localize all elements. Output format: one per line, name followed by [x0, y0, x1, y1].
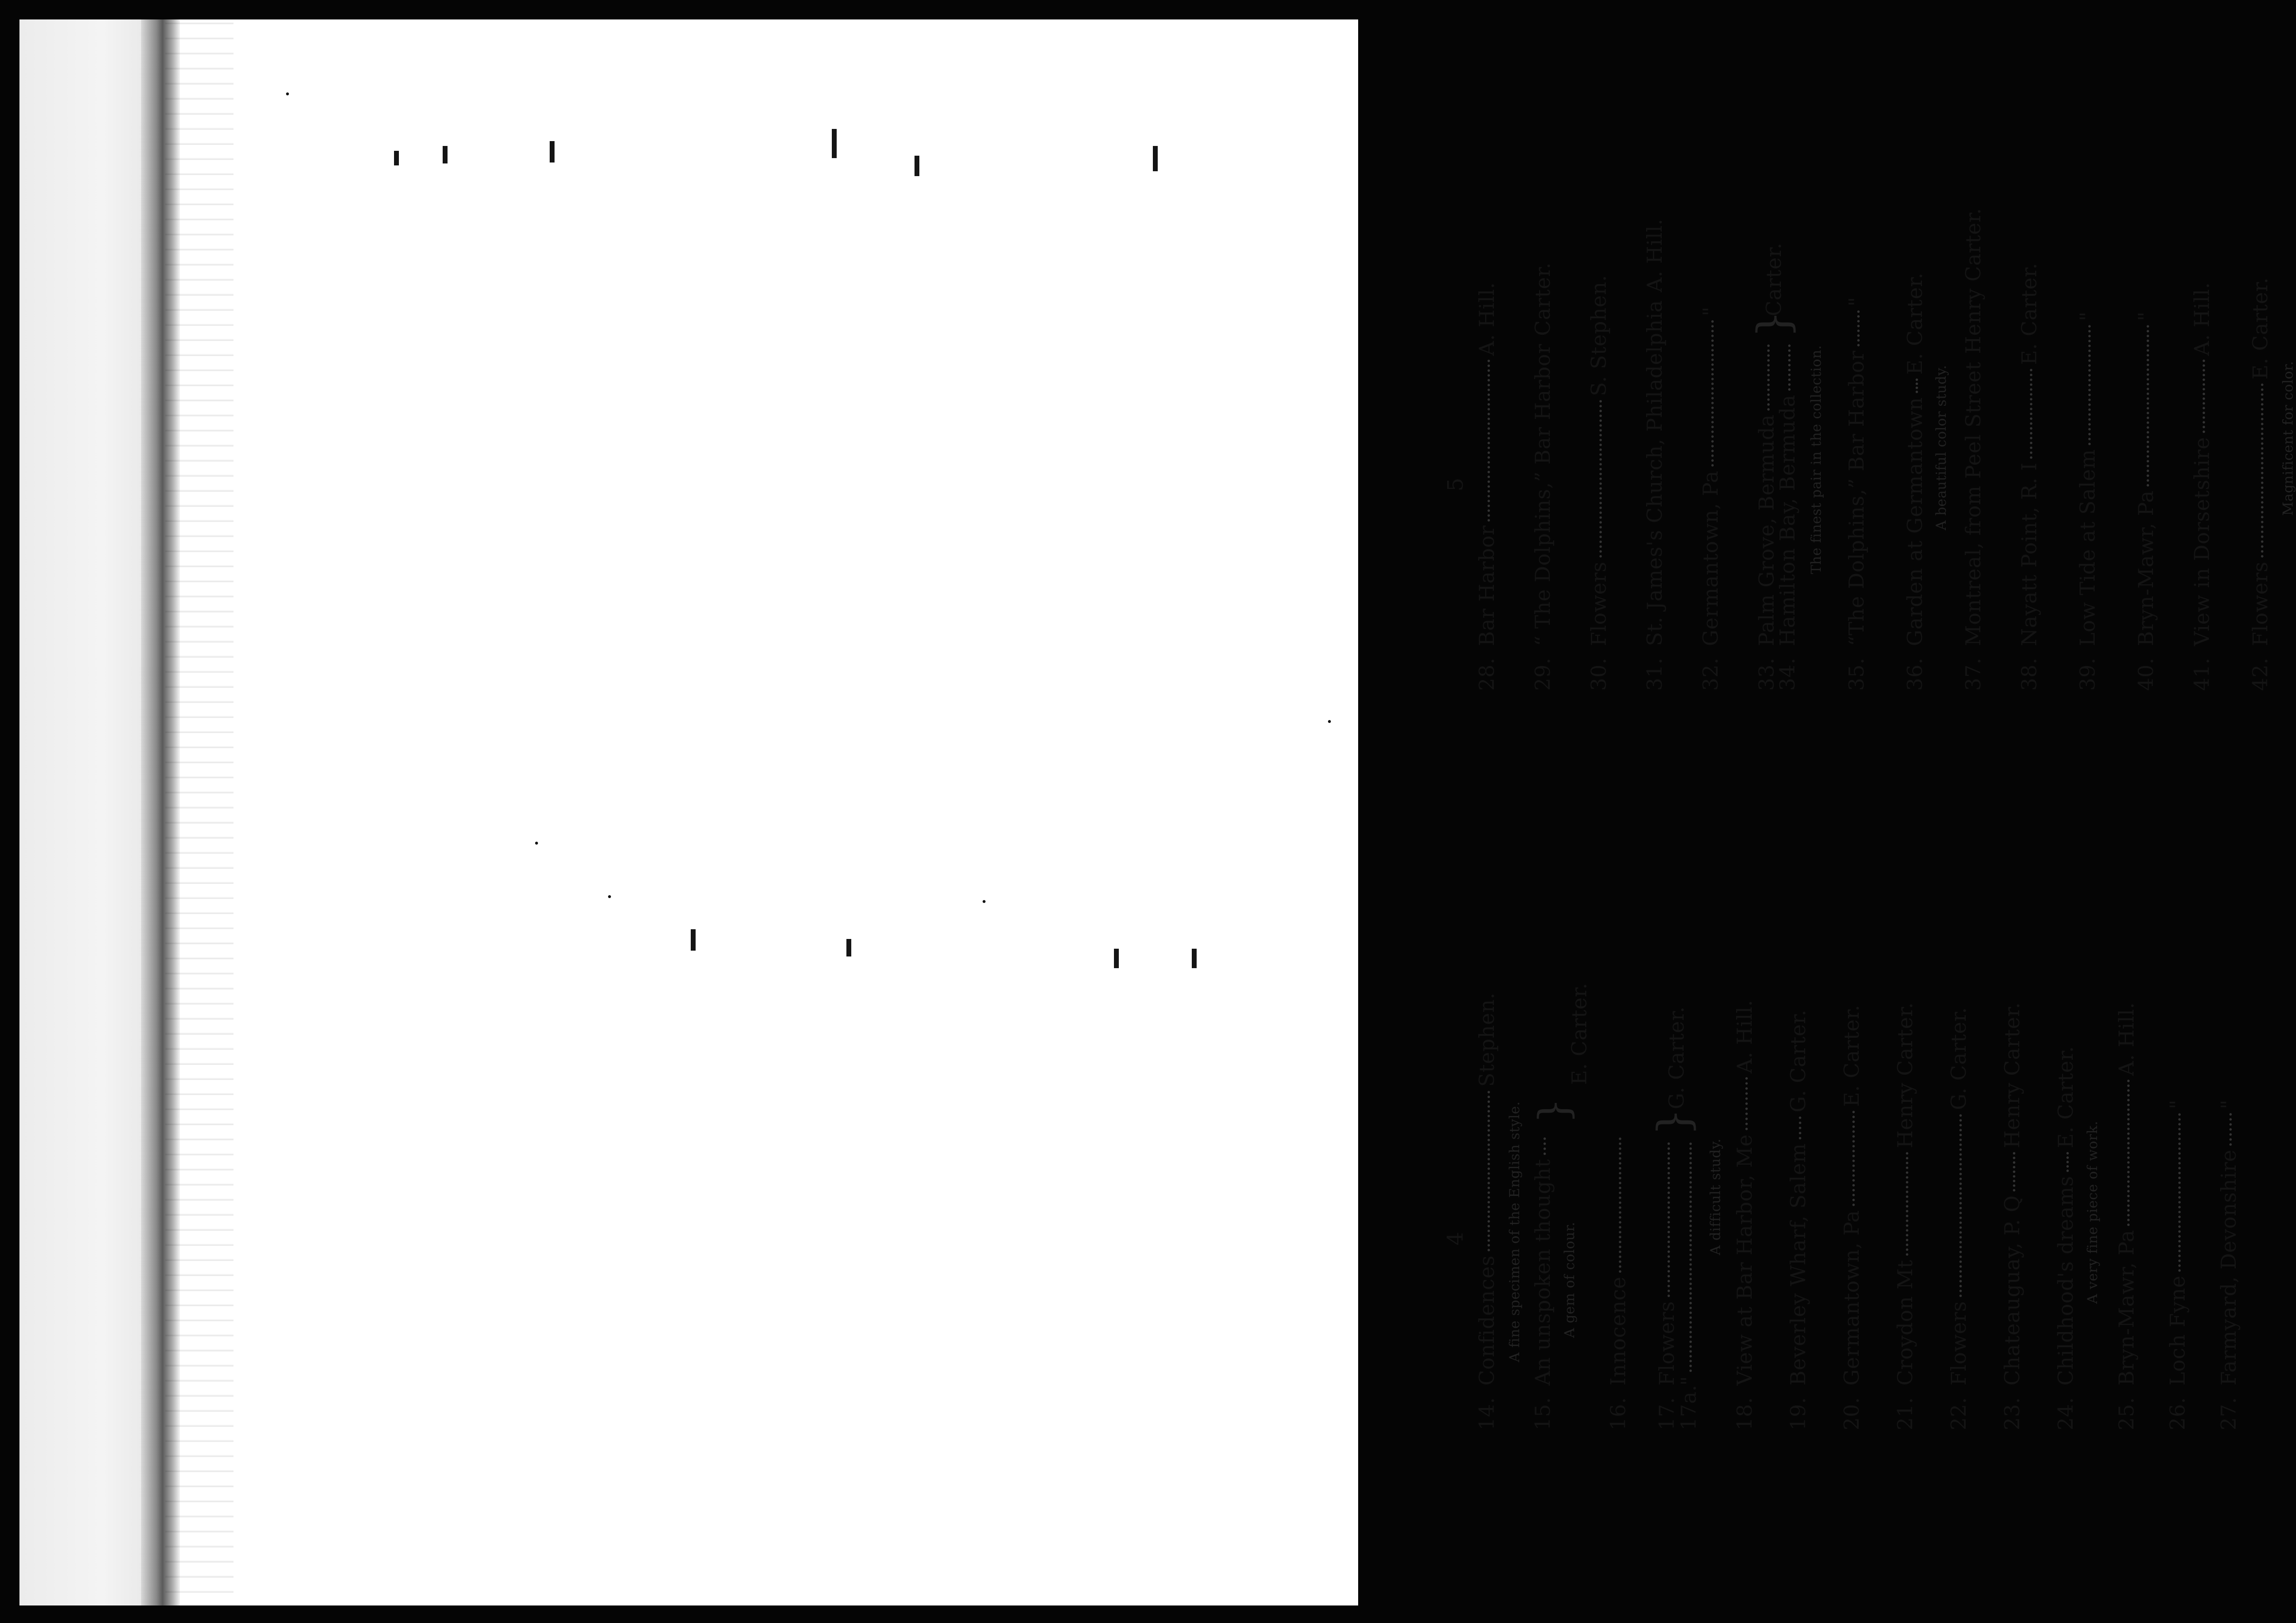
ink-speck — [535, 842, 538, 845]
entry-title: Croydon Mt — [1893, 1260, 1917, 1386]
entry-artist: " — [2076, 311, 2099, 321]
entry-title: Montreal, from Peel Street — [1961, 361, 1985, 646]
entry-title: Bryn-Mawr, Pa — [2115, 1230, 2138, 1386]
catalogue-entry — [1475, 282, 1499, 691]
catalogue-entry — [2017, 263, 2041, 691]
entry-title: “ The Dolphins,” Bar Harbor — [1531, 343, 1555, 646]
entry-title: Farmyard, Devonshire — [2217, 1149, 2241, 1386]
catalogue-entry — [1655, 1138, 1679, 1430]
entry-title: Innocence — [1606, 1276, 1630, 1386]
entry-artist: E. Carter. — [2248, 277, 2272, 380]
entry-title: Childhood's dreams — [2054, 1175, 2078, 1386]
ink-speck — [608, 895, 611, 898]
entry-number: 15. — [1531, 1397, 1555, 1430]
catalogue-entry — [1840, 1005, 1864, 1430]
entry-note: A very fine piece of work. — [2084, 1120, 2100, 1304]
entry-artist: G. Carter. — [1786, 1010, 1810, 1113]
entry-number: 20. — [1840, 1397, 1864, 1430]
entry-number: 36. — [1903, 657, 1927, 691]
dot-leader — [2066, 1152, 2069, 1172]
dot-leader — [1959, 1114, 1962, 1298]
entry-artist: Carter. — [1531, 262, 1555, 336]
dot-leader — [1767, 344, 1770, 411]
margin-mark — [443, 146, 448, 163]
entry-title: Confidences — [1475, 1255, 1499, 1386]
entry-artist: Carter. — [1762, 242, 1786, 316]
entry-number: 39. — [2076, 657, 2099, 691]
margin-mark — [691, 929, 696, 951]
catalogue-page — [1164, 58, 2296, 1430]
margin-mark — [832, 129, 837, 158]
catalogue-entry — [1903, 272, 1927, 691]
entry-artist: A. Hill. — [2115, 1002, 2138, 1076]
entry-number: 17a. — [1677, 1385, 1701, 1430]
entry-number: 33. — [1755, 657, 1778, 691]
entry-artist: " — [1699, 307, 1722, 316]
entry-number: 22. — [1947, 1397, 1971, 1430]
entry-title: An unspoken thought — [1531, 1159, 1555, 1386]
binding-gutter — [165, 19, 233, 1605]
catalogue-entry — [1475, 992, 1499, 1430]
entry-number: 23. — [2000, 1397, 2024, 1430]
entry-artist: E. Carter. — [2054, 1046, 2078, 1149]
entry-number: 14. — [1475, 1397, 1499, 1430]
dot-leader — [2147, 325, 2149, 487]
dot-leader — [1799, 1117, 1801, 1139]
catalogue-entry — [2166, 1100, 2189, 1430]
entry-artist: Stephen. — [1475, 992, 1499, 1087]
entry-artist: Henry Carter. — [2000, 1002, 2024, 1148]
entry-note: Magnificent for color. — [2280, 361, 2296, 516]
dot-leader — [2229, 1113, 2232, 1146]
dot-leader — [2030, 369, 2032, 458]
entry-note: The finest pair in the collection. — [1808, 345, 1824, 574]
entry-artist: G. Carter. — [1665, 1006, 1688, 1109]
entry-number: 30. — [1587, 657, 1611, 691]
catalogue-entry — [1786, 1010, 1810, 1430]
entry-number: 31. — [1643, 657, 1667, 691]
entry-artist: Henry Carter. — [1961, 208, 1985, 354]
catalogue-entry — [2076, 311, 2099, 691]
entry-title: Beverley Wharf, Salem — [1786, 1143, 1810, 1386]
catalogue-entry — [1733, 1000, 1757, 1430]
entry-number: 17. — [1655, 1397, 1679, 1430]
entry-number: 21. — [1893, 1397, 1917, 1430]
entry-title: " — [1677, 1376, 1701, 1386]
entry-number: 35. — [1845, 657, 1868, 691]
margin-mark — [1153, 146, 1158, 171]
catalogue-entry — [2248, 277, 2272, 691]
entry-number: 37. — [1961, 657, 1985, 691]
entry-title: Flowers — [1655, 1301, 1679, 1386]
entry-artist: A. Hill. — [2190, 282, 2214, 356]
dot-leader — [1488, 360, 1490, 521]
entry-artist: A. Hill. — [1733, 1000, 1757, 1074]
entry-title: St. James's Church, Philadelphia — [1643, 300, 1667, 646]
entry-artist: E. Carter. — [2017, 263, 2041, 365]
entry-number: 18. — [1733, 1397, 1757, 1430]
entry-note: A difficult study. — [1707, 1138, 1723, 1255]
entry-number: 26. — [2166, 1397, 2189, 1430]
entry-artist: S. Stephen. — [1587, 275, 1611, 397]
dot-leader — [1745, 1077, 1748, 1130]
dot-leader — [2203, 360, 2205, 433]
dot-leader — [1599, 400, 1602, 558]
margin-mark — [846, 939, 851, 956]
entry-title: Flowers — [1947, 1301, 1971, 1386]
entry-number: 32. — [1699, 657, 1722, 691]
entry-number: 29. — [1531, 657, 1555, 691]
entry-number: 38. — [2017, 657, 2041, 691]
entry-number: 25. — [2115, 1397, 2138, 1430]
entry-title: Hamilton Bay, Bermuda — [1776, 395, 1799, 646]
catalogue-entry — [1845, 297, 1868, 691]
entry-title: View at Bar Harbor, Me — [1733, 1134, 1757, 1386]
catalogue-entry — [2115, 1002, 2138, 1430]
entry-title: Chateauguay, P. Q — [2000, 1195, 2024, 1386]
entry-number: 40. — [2134, 657, 2158, 691]
dot-leader — [1488, 1091, 1490, 1252]
entry-artist: A. Hill. — [1475, 282, 1499, 356]
catalogue-entry — [2190, 282, 2214, 691]
dot-leader — [1668, 1142, 1670, 1297]
entry-title: Bar Harbor — [1475, 525, 1499, 646]
entry-number: 42. — [2248, 657, 2272, 691]
catalogue-entry — [1606, 1134, 1630, 1430]
catalogue-entry — [1677, 1138, 1701, 1430]
catalogue-entry — [1893, 1002, 1917, 1430]
catalogue-entry — [1587, 275, 1611, 691]
entry-number: 27. — [2217, 1397, 2241, 1430]
entry-title: Germantown, Pa — [1840, 1210, 1864, 1386]
catalogue-entry — [1531, 1134, 1555, 1430]
entry-number: 28. — [1475, 657, 1499, 691]
catalogue-entry — [1531, 262, 1555, 691]
dot-leader — [2013, 1152, 2015, 1191]
grouping-brace: } — [1530, 1098, 1578, 1124]
dot-leader — [1852, 1111, 1855, 1206]
entry-number: 34. — [1776, 657, 1799, 691]
catalogue-entry — [1961, 208, 1985, 691]
catalogue-entry — [2217, 1100, 2241, 1430]
entry-title: Low Tide at Salem — [2076, 449, 2099, 646]
entry-title: View in Dorsetshire — [2190, 437, 2214, 646]
entry-title: Loch Fyne — [2166, 1275, 2189, 1386]
entry-note: A fine specimen of the English style. — [1507, 1101, 1523, 1362]
facing-page-edge — [19, 19, 158, 1605]
entry-artist: A. Hill. — [1643, 218, 1667, 292]
dot-leader — [1857, 310, 1860, 347]
dot-leader — [2261, 383, 2263, 558]
scanned-page — [19, 19, 1358, 1605]
entry-title: “The Dolphins,” Bar Harbor — [1845, 350, 1868, 646]
catalogue-entry — [1699, 307, 1722, 691]
page-number-right: 5 — [1443, 477, 1468, 491]
entry-artist: Henry Carter. — [1893, 1002, 1917, 1148]
entry-number: 24. — [2054, 1397, 2078, 1430]
entry-artist: " — [1845, 297, 1868, 307]
entry-artist: E. Carter. — [1567, 982, 1591, 1085]
margin-mark — [394, 151, 399, 165]
margin-mark — [915, 156, 919, 176]
catalogue-entry — [2000, 1002, 2024, 1430]
dot-leader — [1788, 344, 1791, 391]
entry-artist: " — [2166, 1100, 2189, 1109]
catalogue-entry — [2054, 1046, 2078, 1430]
entry-number: 41. — [2190, 657, 2214, 691]
catalogue-entry — [1947, 1007, 1971, 1430]
entry-number: 19. — [1786, 1397, 1810, 1430]
entry-artist: E. Carter. — [1840, 1005, 1864, 1107]
grouping-brace: } — [1748, 310, 1799, 338]
entry-title: Flowers — [1587, 561, 1611, 646]
page-number-left: 4 — [1443, 1231, 1468, 1245]
ink-speck — [286, 92, 289, 95]
margin-mark — [1114, 949, 1119, 968]
catalogue-entry — [1755, 341, 1778, 691]
dot-leader — [1906, 1152, 1908, 1256]
catalogue-entry — [2134, 311, 2158, 691]
grouping-brace: } — [1649, 1108, 1700, 1136]
entry-number: 16. — [1606, 1397, 1630, 1430]
entry-artist: " — [2217, 1100, 2241, 1109]
dot-leader — [1543, 1137, 1546, 1155]
entry-title: Flowers — [2248, 561, 2272, 646]
entry-artist: G. Carter. — [1947, 1007, 1971, 1110]
entry-note: A gem of colour. — [1561, 1222, 1578, 1338]
entry-artist: " — [2134, 311, 2158, 321]
dot-leader — [1916, 379, 1918, 393]
entry-title: Nayatt Point, R. I — [2017, 462, 2041, 646]
ink-speck — [983, 900, 986, 903]
entry-artist: E. Carter. — [1903, 272, 1927, 375]
entry-title: Bryn-Mawr, Pa — [2134, 490, 2158, 646]
entry-title: Garden at Germantown — [1903, 397, 1927, 646]
margin-mark — [550, 141, 555, 162]
dot-leader — [1619, 1137, 1621, 1273]
dot-leader — [1711, 320, 1714, 467]
dot-leader — [2178, 1113, 2181, 1272]
entry-note: A beautiful color study. — [1933, 364, 1949, 530]
catalogue-entry — [1643, 218, 1667, 691]
dot-leader — [2088, 325, 2091, 445]
dot-leader — [1689, 1142, 1692, 1372]
entry-title: Germantown, Pa — [1699, 470, 1722, 646]
entry-title: Palm Grove, Bermuda — [1755, 414, 1778, 646]
catalogue-entry — [1776, 341, 1799, 691]
dot-leader — [2127, 1080, 2130, 1226]
